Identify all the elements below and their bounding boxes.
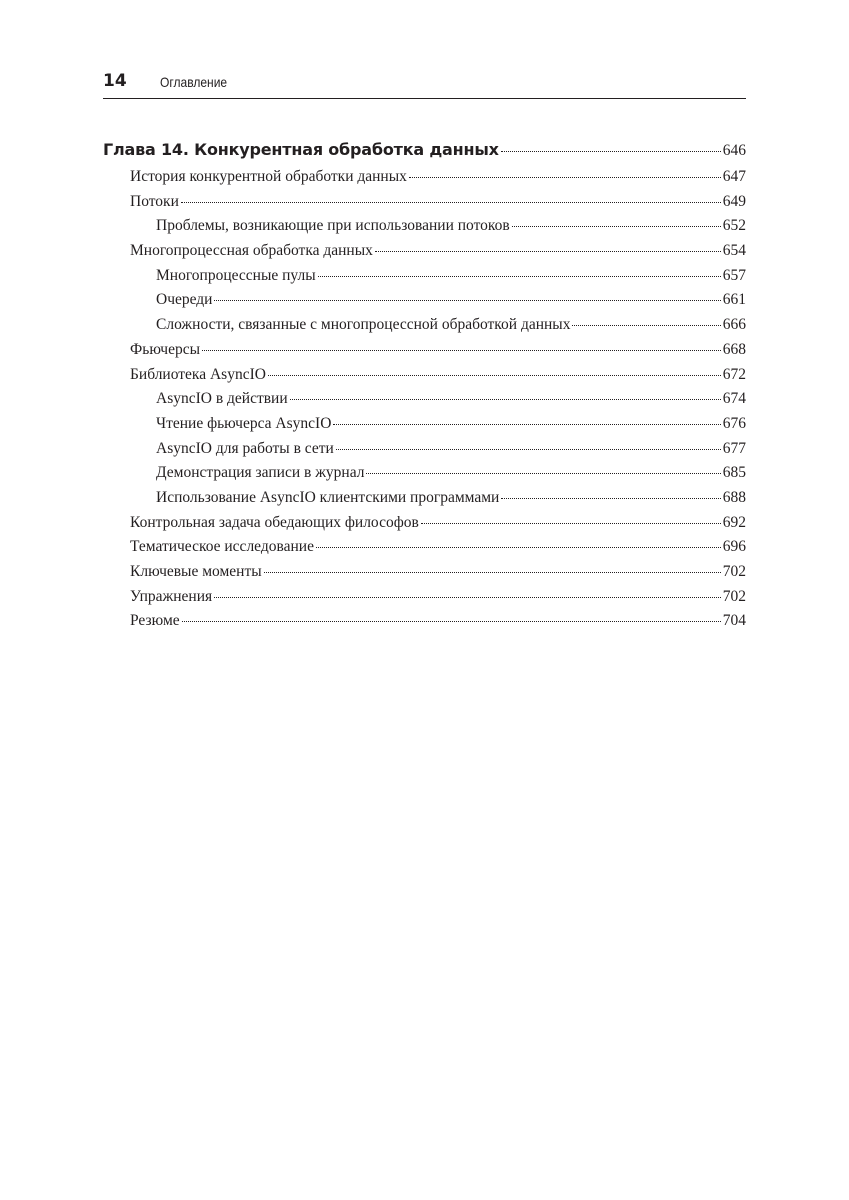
toc-entry-page: 676 [722,414,746,432]
toc-entry-title: Проблемы, возникающие при использовании потоков [156,217,510,235]
toc-entry-page: 661 [722,291,746,309]
toc-entry-title: Контрольная задача обедающих философов [130,513,419,531]
toc-entry-title: Потоки [130,192,179,210]
toc-entry-title: История конкурентной обработки данных [130,168,407,185]
dot-leader [421,523,721,524]
toc-entry-page: 692 [722,513,746,531]
toc-entry-title: Очереди [156,291,213,309]
dot-leader [316,547,721,548]
toc-entry-title: AsyncIO в действии [156,390,288,408]
dot-leader [501,498,720,499]
dot-leader [409,177,721,178]
dot-leader [512,226,721,227]
toc-entry-page: 702 [722,587,746,605]
toc-subentry[interactable] [103,390,746,415]
toc-entry-page: 674 [722,390,746,408]
toc-entry-title: Сложности, связанные с многопроцессной обработкой данных [156,316,571,334]
toc-entry-page: 657 [722,266,746,284]
toc-entry-title: Использование AsyncIO клиентскими программами [156,488,500,506]
toc-entry[interactable] [103,588,746,613]
toc-subentry[interactable] [103,489,746,514]
toc-entry-title: Демонстрация записи в журнал [156,464,365,482]
dot-leader [214,300,720,301]
chapter-title: Глава 14. Конкурентная обработка данных [103,140,499,159]
toc-entry[interactable] [103,563,746,588]
toc-entry[interactable] [103,193,746,218]
dot-leader [268,375,721,376]
toc-entry-title: Многопроцессные пулы [156,266,316,284]
toc-entry[interactable] [103,514,746,539]
toc-entry-page: 652 [722,217,746,235]
dot-leader [290,399,721,400]
running-title: Оглавление [160,74,228,90]
toc-entry-page: 677 [722,439,746,457]
dot-leader [318,276,721,277]
toc-entry-title: Фьючерсы [130,340,201,358]
toc-entry-page: 666 [722,316,746,334]
dot-leader [336,449,721,450]
toc-entry-page: 649 [722,192,746,210]
toc-entry-title: Библиотека AsyncIO [130,365,266,383]
toc-subentry[interactable] [103,291,746,316]
toc-entry-page: 668 [722,340,746,358]
toc-subentry[interactable] [103,440,746,465]
toc-entry[interactable] [103,341,746,366]
page-number: 14 [103,71,127,91]
toc-entry-title: AsyncIO для работы в сети [156,439,334,457]
dot-leader [202,350,721,351]
toc-entry-page: 696 [722,538,746,556]
dot-leader [264,572,721,573]
toc-entry-title: Резюме [130,612,180,630]
toc-entry-page: 688 [722,488,746,506]
dot-leader [375,251,721,252]
chapter-page-ref: 646 [722,142,746,159]
dot-leader [182,621,721,622]
toc-entry-title: Многопроцессная обработка данных [130,242,373,260]
dot-leader [501,151,721,152]
toc-entry-title: Упражнения [130,587,213,605]
toc-entry[interactable] [103,612,746,637]
dot-leader [214,597,721,598]
table-of-contents [103,140,746,637]
page-header [103,68,746,99]
dot-leader [366,473,720,474]
dot-leader [181,202,721,203]
dot-leader [572,325,720,326]
toc-subentry[interactable] [103,464,746,489]
toc-entry-page: 647 [722,168,746,185]
toc-subentry[interactable] [103,217,746,242]
toc-entry[interactable] [103,242,746,267]
toc-entry-title: Ключевые моменты [130,563,262,580]
toc-entry-title: Тематическое исследование [130,538,314,556]
toc-entry-page: 672 [722,365,746,383]
toc-entry[interactable] [103,366,746,391]
dot-leader [333,424,720,425]
toc-entry[interactable] [103,168,746,193]
toc-entry-page: 702 [722,563,746,580]
toc-entry-page: 704 [722,612,746,630]
toc-subentry[interactable] [103,316,746,341]
toc-chapter-heading[interactable] [103,140,746,168]
toc-entry[interactable] [103,538,746,563]
toc-subentry[interactable] [103,415,746,440]
toc-subentry[interactable] [103,267,746,292]
toc-entry-page: 685 [722,464,746,482]
toc-entry-page: 654 [722,242,746,260]
toc-entry-title: Чтение фьючерса AsyncIO [156,414,332,432]
